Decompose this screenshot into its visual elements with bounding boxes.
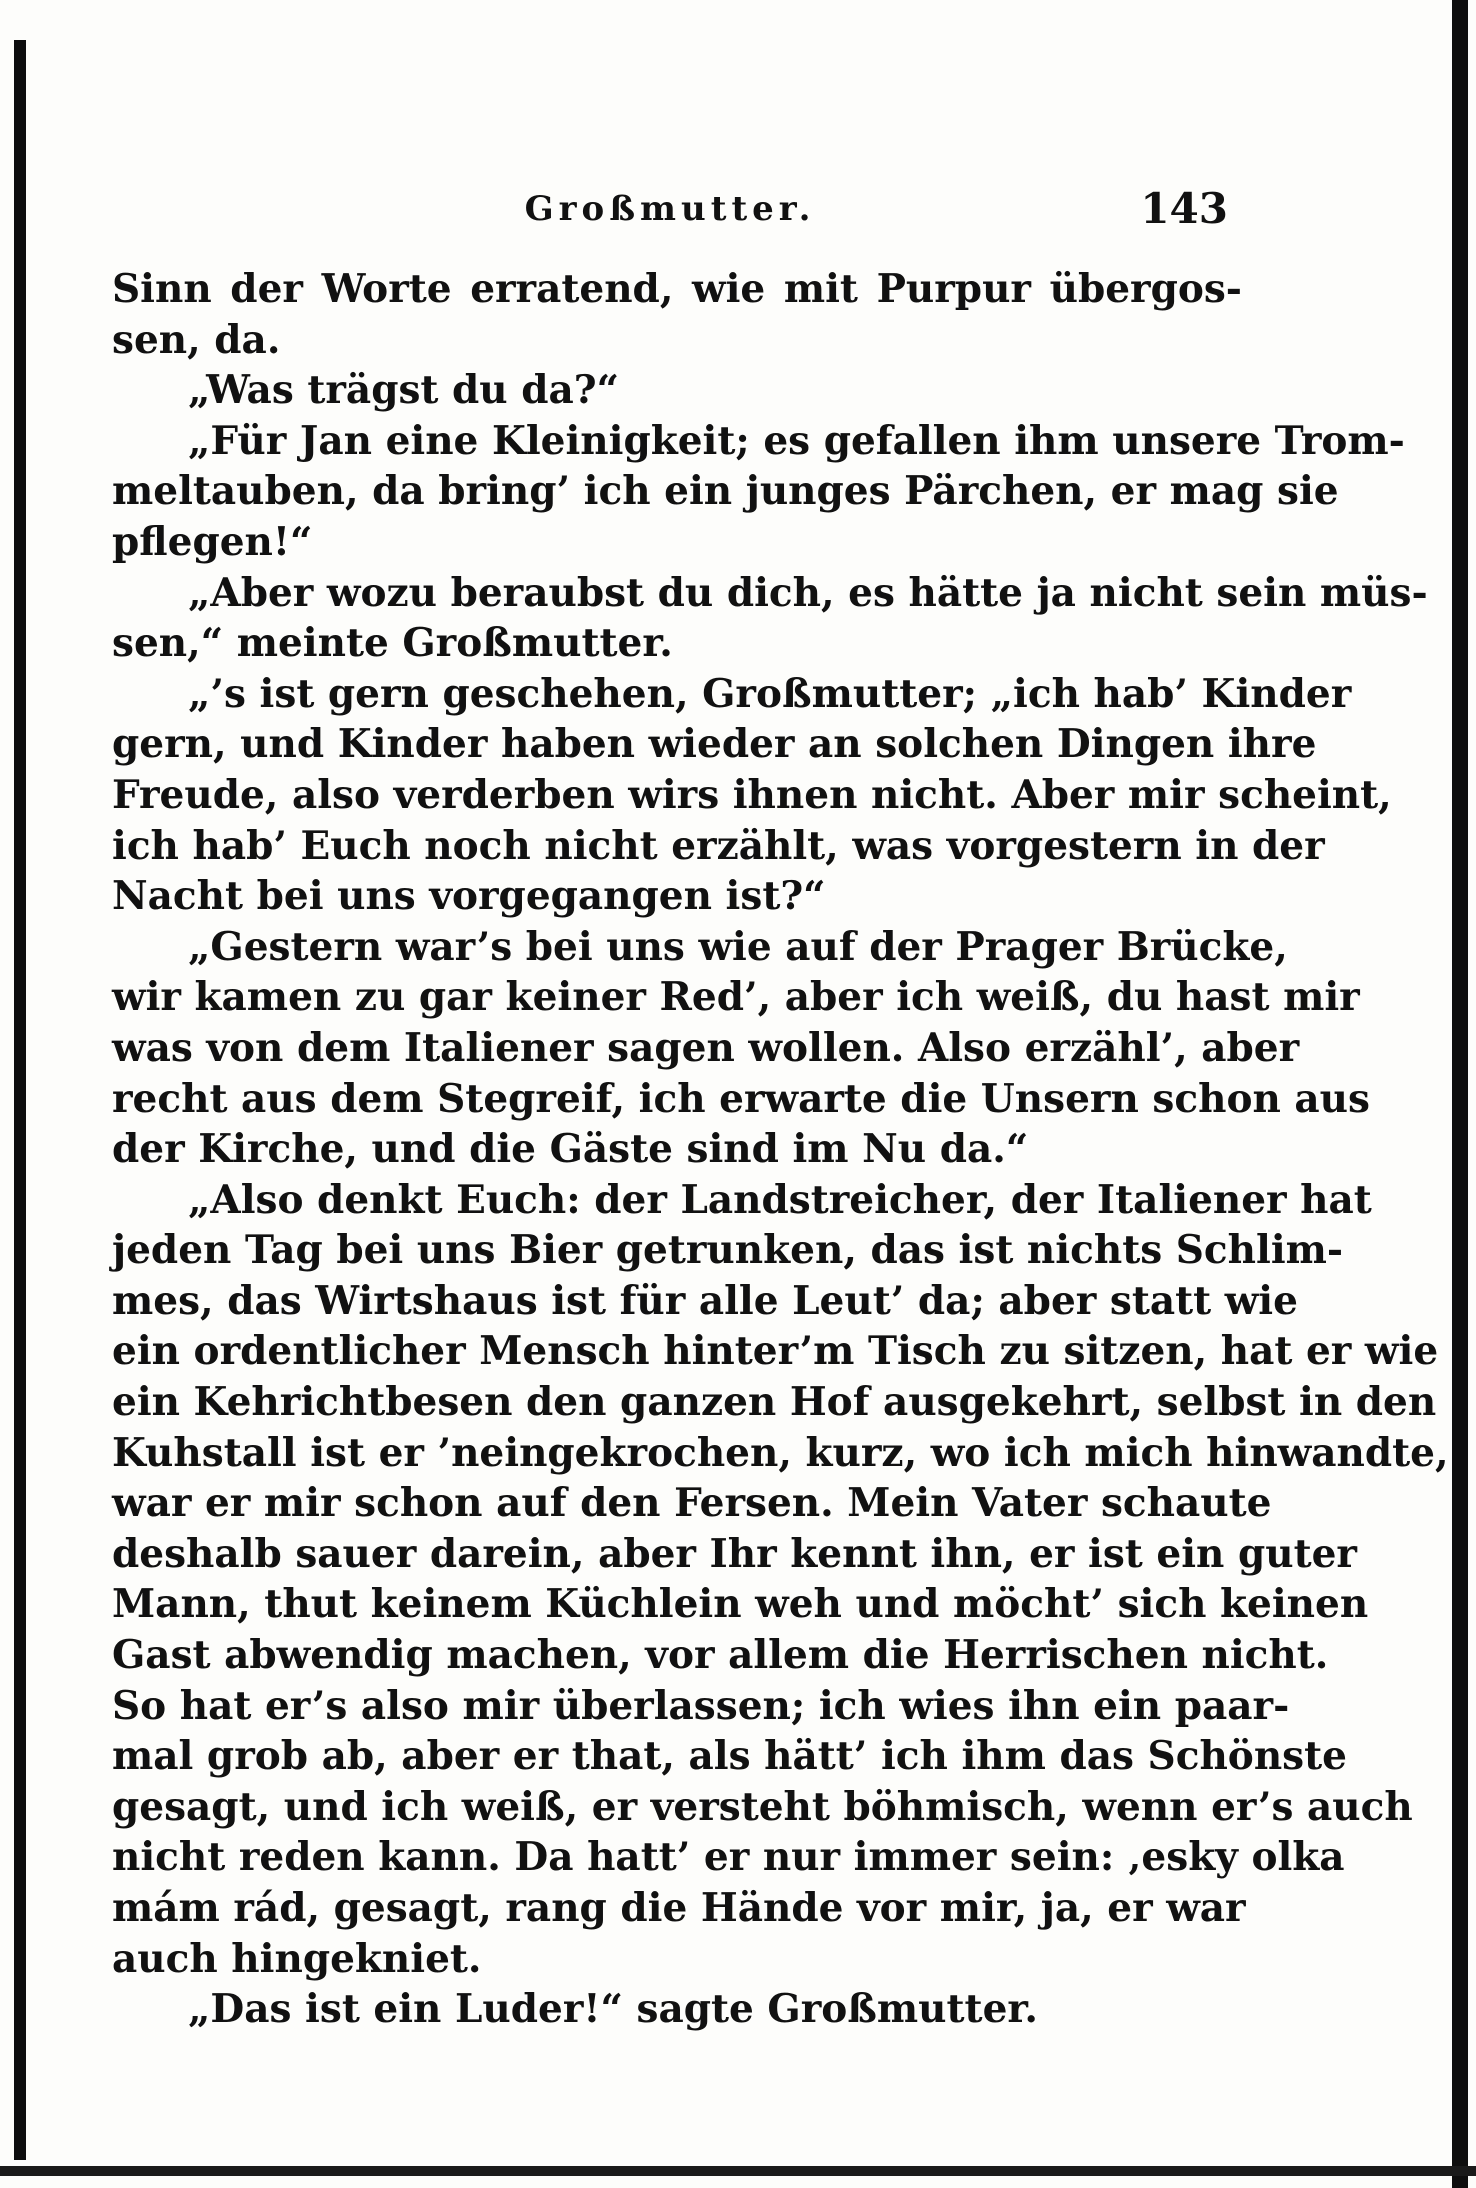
text-line: sen,“ meinte Großmutter. <box>112 620 673 667</box>
text-line: jeden Tag bei uns Bier getrunken, das ist nichts Schlim- <box>112 1227 1344 1274</box>
text-line: mes, das Wirtshaus ist für alle Leut’ da; aber statt wie <box>112 1277 1298 1324</box>
text-line: „Gestern war’s bei uns wie auf der Prager Brücke, <box>188 923 1288 970</box>
text-line: Mann, thut keinem Küchlein weh und möcht’ sich keinen <box>112 1581 1369 1628</box>
text-line: mal grob ab, aber er that, als hätt’ ich ihm das Schönste <box>112 1733 1347 1780</box>
text-line: Freude, also verderben wirs ihnen nicht. Aber mir scheint, <box>112 771 1392 818</box>
page-edge-left <box>14 40 26 2160</box>
page-edge-right <box>1452 0 1468 2188</box>
text-line: sen, da. <box>112 316 281 363</box>
text-line: pflegen!“ <box>112 518 313 565</box>
text-line: deshalb sauer darein, aber Ihr kennt ihn, er ist ein guter <box>112 1530 1357 1577</box>
text-line: „Was trägst du da?“ <box>188 367 620 414</box>
text-line: „Also denkt Euch: der Landstreicher, der Italiener hat <box>188 1176 1372 1223</box>
text-line: wir kamen zu gar keiner Red’, aber ich weiß, du hast mir <box>112 974 1360 1021</box>
text-line: „Für Jan eine Kleinigkeit; es gefallen ihm unsere Trom- <box>188 417 1405 464</box>
text-line: gesagt, und ich weiß, er versteht böhmisch, wenn er’s auch <box>112 1783 1413 1830</box>
text-line: auch hingekniet. <box>112 1935 482 1982</box>
text-line: der Kirche, und die Gäste sind im Nu da.“ <box>112 1126 1029 1173</box>
text-line: ein Kehrichtbesen den ganzen Hof ausgekehrt, selbst in den <box>112 1379 1437 1426</box>
text-line: So hat er’s also mir überlassen; ich wies ihn ein paar- <box>112 1682 1290 1729</box>
text-line: „’s ist gern geschehen, Großmutter; „ich hab’ Kinder <box>188 670 1352 717</box>
text-line: gern, und Kinder haben wieder an solchen Dingen ihre <box>112 721 1317 768</box>
text-line: meltauben, da bring’ ich ein junges Pärchen, er mag sie <box>112 468 1339 515</box>
text-line: „Aber wozu beraubst du dich, es hätte ja nicht sein müs- <box>188 569 1428 616</box>
text-line: ich hab’ Euch noch nicht erzählt, was vorgestern in der <box>112 822 1325 869</box>
text-line: „Das ist ein Luder!“ sagte Großmutter. <box>188 1986 1038 2033</box>
text-line: ein ordentlicher Mensch hinter’m Tisch zu sitzen, hat er wie <box>112 1328 1439 1375</box>
page-number: 143 <box>1140 184 1228 233</box>
text-line: Kuhstall ist er ’neingekrochen, kurz, wo ich mich hinwandte, <box>112 1429 1449 1476</box>
body-text <box>112 264 1449 2035</box>
page-header <box>112 184 1228 234</box>
text-line: Nacht bei uns vorgegangen ist?“ <box>112 873 826 920</box>
text-line: was von dem Italiener sagen wollen. Also erzähl’, aber <box>112 1024 1300 1071</box>
text-line: Sinn der Worte erratend, wie mit Purpur übergos- <box>112 266 1242 312</box>
text-line: mám rád, gesagt, rang die Hände vor mir, ja, er war <box>112 1885 1246 1931</box>
text-line: recht aus dem Stegreif, ich erwarte die Unsern schon aus <box>112 1075 1370 1122</box>
text-line: Gast abwendig machen, vor allem die Herrischen nicht. <box>112 1632 1329 1679</box>
text-line: war er mir schon auf den Fersen. Mein Vater schaute <box>112 1480 1272 1527</box>
running-head: Großmutter. <box>524 189 816 229</box>
text-line: nicht reden kann. Da hatt’ er nur immer sein: ‚esky olka <box>112 1834 1345 1881</box>
page-edge-bottom <box>0 2166 1476 2176</box>
